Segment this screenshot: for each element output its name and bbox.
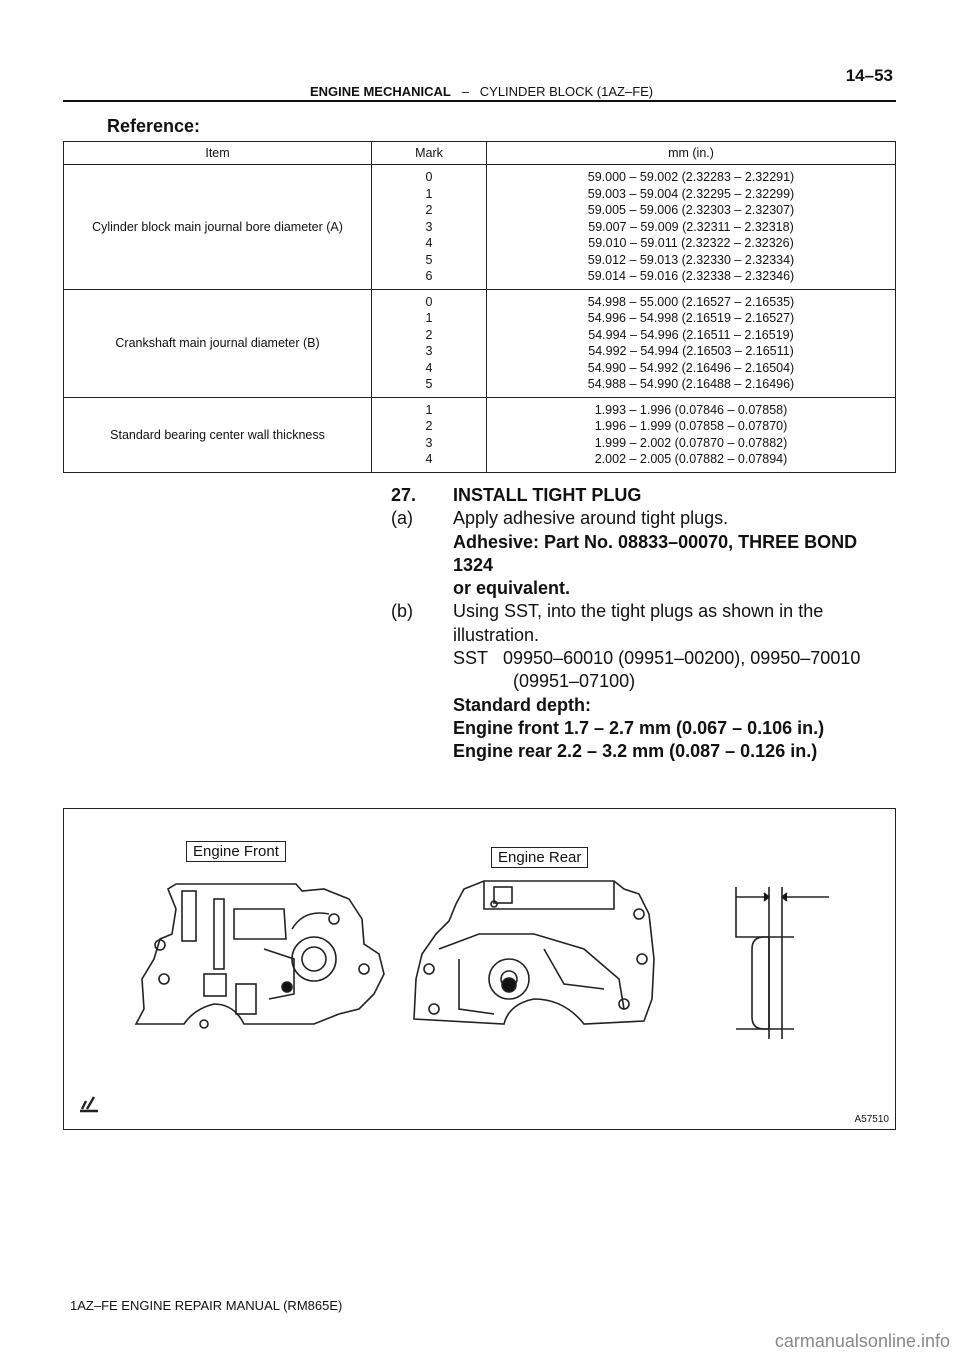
mark: 0	[425, 170, 433, 184]
table-row	[64, 165, 896, 290]
running-header	[310, 84, 653, 99]
col-header-mark: Mark	[372, 142, 487, 165]
col-header-item: Item	[64, 142, 372, 165]
value: 1.996 – 1.999 (0.07858 – 0.07870)	[594, 419, 788, 433]
value: 59.014 – 59.016 (2.32338 – 2.32346)	[587, 269, 795, 283]
col-header-mm: mm (in.)	[487, 142, 896, 165]
mark: 2	[425, 327, 433, 342]
item-cell: Crankshaft main journal diameter (B)	[64, 289, 372, 397]
depth-title: Standard depth:	[453, 694, 591, 715]
value: 2.002 – 2.005 (0.07882 – 0.07894)	[594, 452, 788, 466]
value: 54.994 – 54.996 (2.16511 – 2.16519)	[588, 327, 794, 342]
value: 59.003 – 59.004 (2.32295 – 2.32299)	[587, 186, 795, 201]
watermark: carmanualsonline.info	[774, 1331, 950, 1351]
substep-b-label: (b)	[391, 601, 413, 622]
depth-front: Engine front 1.7 – 2.7 mm (0.067 – 0.106 in.)	[453, 717, 825, 738]
step-27	[391, 484, 901, 507]
mark: 0	[425, 294, 433, 309]
value: 54.996 – 54.998 (2.16519 – 2.16527)	[587, 311, 795, 325]
header-rule	[63, 100, 896, 102]
mark: 6	[425, 269, 433, 283]
table-header-row	[64, 142, 896, 165]
sst-line-2: (09951–07100)	[513, 671, 636, 692]
sst-label: SST	[453, 648, 489, 669]
value: 59.000 – 59.002 (2.32283 – 2.32291)	[587, 170, 795, 184]
value: 1.993 – 1.996 (0.07846 – 0.07858)	[594, 402, 788, 417]
table-row	[64, 289, 896, 397]
engine-front-block-drawing	[136, 884, 384, 1028]
mark-cell	[372, 289, 487, 397]
label-engine-rear: Engine Rear	[491, 847, 588, 868]
header-section: ENGINE MECHANICAL	[310, 84, 451, 99]
mark: 4	[425, 236, 433, 250]
reference-table	[63, 141, 896, 473]
figure-code: A57510	[854, 1114, 889, 1125]
value: 59.005 – 59.006 (2.32303 – 2.32307)	[587, 203, 795, 217]
sst-line-1	[391, 647, 901, 670]
mark: 4	[425, 452, 433, 466]
page-number: 14–53	[845, 66, 893, 85]
tight-plug-rear	[502, 978, 516, 992]
item-cell: Standard bearing center wall thickness	[64, 397, 372, 472]
sst-numbers: 09950–60010 (09951–00200), 09950–70010	[503, 648, 861, 669]
value: 54.988 – 54.990 (2.16488 – 2.16496)	[587, 377, 795, 391]
tool-symbol-icon	[80, 1097, 98, 1111]
step-title: INSTALL TIGHT PLUG	[453, 485, 642, 505]
header-subsection: CYLINDER BLOCK (1AZ–FE)	[479, 84, 654, 99]
mark-cell	[372, 165, 487, 290]
substep-a-label: (a)	[391, 508, 413, 529]
illustration-frame	[63, 808, 896, 1130]
page-footer: 1AZ–FE ENGINE REPAIR MANUAL (RM865E)	[70, 1298, 343, 1313]
mark: 3	[425, 435, 433, 450]
mark: 3	[425, 344, 433, 358]
item-cell: Cylinder block main journal bore diameter (A)	[64, 165, 372, 290]
value: 59.012 – 59.013 (2.32330 – 2.32334)	[587, 252, 795, 267]
plug-depth-section	[736, 887, 829, 1039]
mark-cell	[372, 397, 487, 472]
value: 54.992 – 54.994 (2.16503 – 2.16511)	[588, 344, 794, 358]
step-number: 27.	[391, 485, 417, 505]
substep-a-text: Apply adhesive around tight plugs.	[453, 508, 729, 529]
substep-b-text: Using SST, into the tight plugs as shown in the illustration.	[453, 601, 824, 645]
mark: 5	[425, 377, 433, 391]
substep-a	[391, 507, 901, 530]
mark: 2	[425, 419, 433, 433]
substep-b	[391, 600, 901, 647]
value: 54.998 – 55.000 (2.16527 – 2.16535)	[587, 294, 795, 309]
value-cell	[487, 289, 896, 397]
mark: 5	[425, 252, 433, 267]
depth-rear: Engine rear 2.2 – 3.2 mm (0.087 – 0.126 in.)	[453, 741, 818, 762]
reference-title: Reference:	[107, 116, 201, 136]
value-cell	[487, 165, 896, 290]
value: 59.007 – 59.009 (2.32311 – 2.32318)	[588, 219, 794, 234]
value: 59.010 – 59.011 (2.32322 – 2.32326)	[588, 236, 794, 250]
adhesive-spec-line-2: or equivalent.	[453, 578, 571, 599]
value: 1.999 – 2.002 (0.07870 – 0.07882)	[594, 435, 788, 450]
adhesive-spec-line-1: Adhesive: Part No. 08833–00070, THREE BOND 1324	[453, 531, 858, 575]
mark: 4	[425, 360, 433, 375]
header-separator: –	[461, 84, 469, 99]
table-row	[64, 397, 896, 472]
value: 54.990 – 54.992 (2.16496 – 2.16504)	[587, 360, 795, 375]
mark: 2	[425, 203, 433, 217]
procedure-steps	[391, 484, 901, 764]
mark: 1	[425, 402, 433, 417]
mark: 1	[425, 311, 433, 325]
mark: 1	[425, 186, 433, 201]
tight-plug-front	[282, 982, 292, 992]
label-engine-front: Engine Front	[186, 841, 286, 862]
mark: 3	[425, 219, 433, 234]
engine-rear-block-drawing	[414, 881, 654, 1024]
value-cell	[487, 397, 896, 472]
